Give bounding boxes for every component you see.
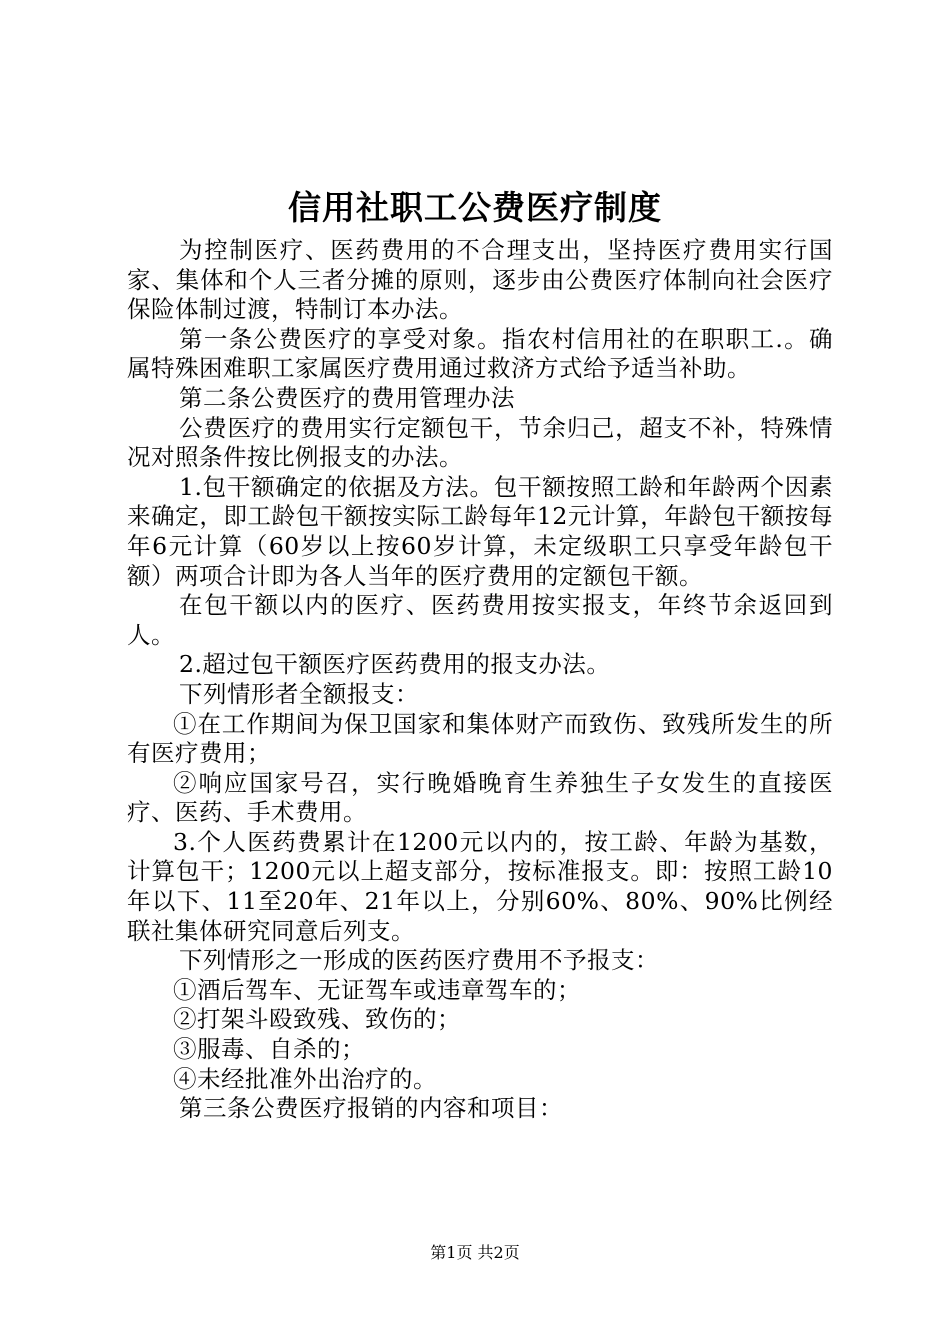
paragraph-item-2: 2.超过包干额医疗医药费用的报支办法。 (179, 650, 611, 679)
paragraph-article-2-heading: 第二条公费医疗的费用管理办法 (179, 383, 515, 412)
list-item-no-3: ③服毒、自杀的； (173, 1035, 365, 1064)
document-body (127, 236, 833, 1124)
paragraph-article-2-body: 公费医疗的费用实行定额包干，节余归己，超支不补，特殊情况对照条件按比例报支的办法。 (127, 413, 833, 472)
paragraph-full-reimburse-heading: 下列情形者全额报支： (179, 679, 419, 708)
paragraph-article-1: 第一条公费医疗的享受对象。指农村信用社的在职职工.。确属特殊困难职工家属医疗费用通过救济方式给予适当补助。 (127, 324, 833, 383)
list-item-no-1: ①酒后驾车、无证驾车或违章驾车的； (173, 975, 581, 1004)
page-footer: 第1页 共2页 (430, 1243, 520, 1262)
list-item-full-1: ①在工作期间为保卫国家和集体财产而致伤、致残所发生的所有医疗费用； (127, 709, 833, 768)
document-title: 信用社职工公费医疗制度 (288, 188, 662, 227)
list-item-no-4: ④未经批准外出治疗的。 (173, 1064, 437, 1093)
paragraph-item-3: 3.个人医药费累计在1200元以内的，按工龄、年龄为基数，计算包干；1200元以上超支部分，按标准报支。即：按照工龄10年以下、11至20年、21年以上，分别60%、80%、90%比例经联社集体研究同意后列支。 (127, 827, 833, 945)
list-item-full-2: ②响应国家号召，实行晚婚晚育生养独生子女发生的直接医疗、医药、手术费用。 (127, 768, 833, 827)
paragraph-item-1-note: 在包干额以内的医疗、医药费用按实报支，年终节余返回到人。 (127, 591, 833, 649)
paragraph-article-3-heading: 第三条公费医疗报销的内容和项目： (179, 1094, 563, 1123)
list-item-no-2: ②打架斗殴致残、致伤的； (173, 1005, 461, 1034)
paragraph-intro: 为控制医疗、医药费用的不合理支出，坚持医疗费用实行国家、集体和个人三者分摊的原则，逐步由公费医疗体制向社会医疗保险体制过渡，特制订本办法。 (127, 236, 833, 324)
paragraph-no-reimburse-heading: 下列情形之一形成的医药医疗费用不予报支： (179, 946, 659, 975)
paragraph-item-1: 1.包干额确定的依据及方法。包干额按照工龄和年龄两个因素来确定，即工龄包干额按实际工龄每年12元计算，年龄包干额按每年6元计算（60岁以上按60岁计算，未定级职工只享受年龄包干额）两项合计即为各人当年的医疗费用的定额包干额。 (127, 472, 833, 590)
